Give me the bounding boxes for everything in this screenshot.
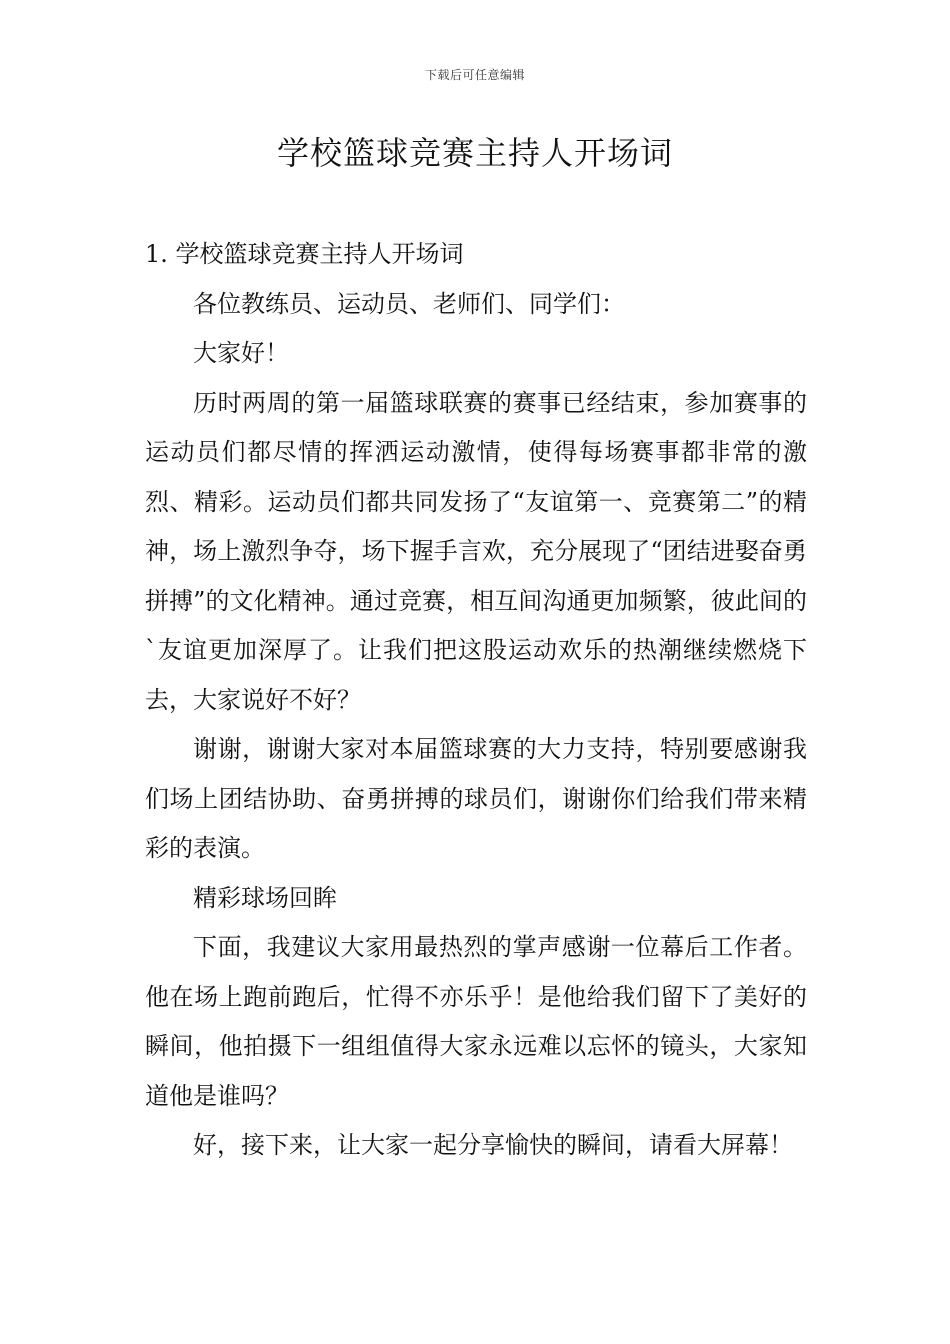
paragraph-highlights-heading: 精彩球场回眸: [193, 883, 337, 912]
document-title: 学校篮球竞赛主持人开场词: [276, 134, 673, 172]
header-note: 下载后可任意编辑: [424, 68, 525, 82]
paragraph-greeting: 大家好！: [193, 339, 289, 367]
paragraph-salutation: 各位教练员、运动员、老师们、同学们：: [193, 289, 625, 318]
paragraph-photographer: 下面，我建议大家用最热烈的掌声感谢一位幕后工作者。他在场上跑前跑后，忙得不亦乐乎！是他给我们留下了美好的瞬间，他拍摄下一组组值得大家永远难以忘怀的镜头，大家知道他是谁吗？: [145, 933, 807, 1110]
paragraph-big-screen: 好，接下来，让大家一起分享愉快的瞬间，请看大屏幕！: [193, 1131, 793, 1159]
paragraph-thanks: 谢谢，谢谢大家对本届篮球赛的大力支持，特别要感谢我们场上团结协助、奋勇拼搏的球员们，谢谢你们给我们带来精彩的表演。: [145, 735, 807, 862]
paragraph-league-summary: 历时两周的第一届篮球联赛的赛事已经结束，参加赛事的运动员们都尽情的挥洒运动激情，使得每场赛事都非常的激烈、精彩。运动员们都共同发扬了“友谊第一、竞赛第二”的精神，场上激烈争夺，场下握手言欢，充分展现了“团结进娶奋勇拼搏”的文化精神。通过竞赛，相互间沟通更加频繁，彼此间的`友谊更加深厚了。让我们把这股运动欢乐的热潮继续燃烧下去，大家说好不好？: [145, 388, 807, 714]
section-heading: 1. 学校篮球竞赛主持人开场词: [145, 240, 464, 268]
document-body: [145, 230, 807, 1171]
